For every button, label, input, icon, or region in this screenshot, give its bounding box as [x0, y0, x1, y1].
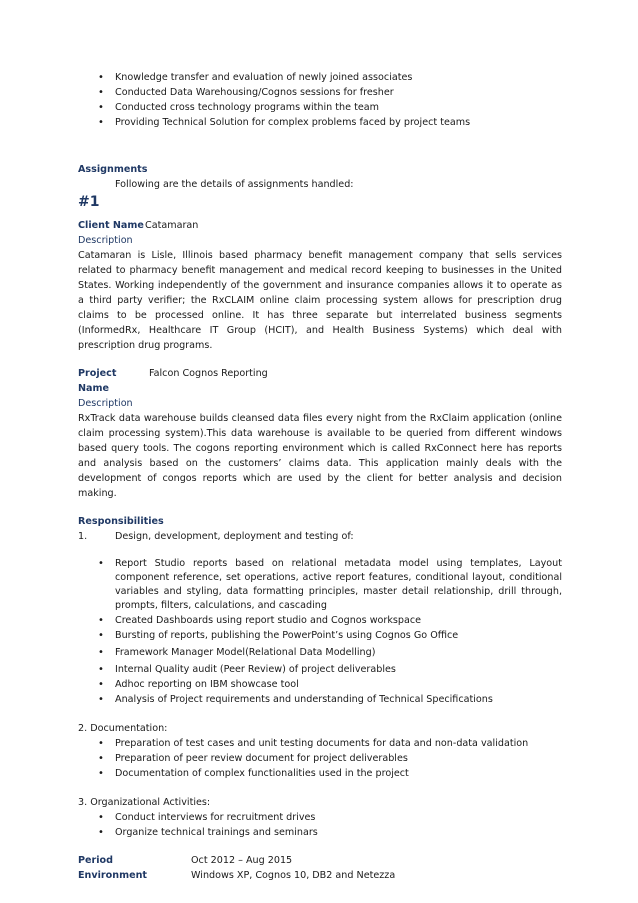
project-label: Project Name [78, 368, 117, 394]
environment-label: Environment [78, 870, 147, 881]
list-item: • Organize technical trainings and seminars [78, 825, 562, 840]
project-description-label: Description [78, 398, 133, 409]
documentation-bullet-list [78, 736, 562, 781]
period-label: Period [78, 855, 114, 866]
list-item: • Conduct interviews for recruitment drives [78, 810, 562, 825]
list-item: • Framework Manager Model(Relational Data Modelling) [78, 646, 562, 660]
project-description: RxTrack data warehouse builds cleansed data files every night from the RxClaim application (online claim processing system).This data warehouse is available to be queried from different windows based query tools. The cogons reporting environment which is called RxConnect here has reports and analysis based on the customers’ claims data. This application mainly deals with the development of congos reports which are used by the client for better analysis and decision making. [78, 413, 562, 499]
design-bullet-list [78, 557, 562, 707]
project-value: Falcon Cognos Reporting [149, 368, 268, 379]
client-description: Catamaran is Lisle, Illinois based pharmacy benefit management company that sells services related to pharmacy benefit management and medical record keeping to businesses in the United States. Working independently of the government and insurance companies allows it to operate as a third party verifier; the RxCLAIM online claim processing system allows for prescription drug claims to be processed online. It has three separate but interrelated business segments (InformedRx, Healthcare IT Group (HCIT), and Health Business Systems) which deal with prescription drug programs. [78, 250, 562, 351]
client-row [78, 218, 562, 233]
responsibilities-heading: Responsibilities [78, 516, 164, 527]
client-label: Client Name [78, 220, 144, 231]
item-title: Design, development, deployment and testing of: [115, 531, 354, 542]
list-item: • Documentation of complex functionalities used in the project [78, 766, 562, 781]
list-item: • Preparation of test cases and unit testing documents for data and non-data validation [78, 736, 562, 751]
client-value: Catamaran [145, 220, 199, 231]
list-item: • Internal Quality audit (Peer Review) of project deliverables [78, 663, 562, 677]
list-item: • Conducted Data Warehousing/Cognos sessions for fresher [78, 85, 562, 100]
list-item: • Created Dashboards using report studio and Cognos workspace [78, 614, 562, 628]
documentation-heading: 2. Documentation: [78, 723, 168, 734]
list-item: • Bursting of reports, publishing the PowerPoint’s using Cognos Go Office [78, 629, 562, 643]
list-item: • Providing Technical Solution for complex problems faced by project teams [78, 115, 562, 130]
client-description-label: Description [78, 235, 133, 246]
list-item: • Analysis of Project requirements and understanding of Technical Specifications [78, 693, 562, 707]
list-item: • Preparation of peer review document for project deliverables [78, 751, 562, 766]
list-item: • Knowledge transfer and evaluation of newly joined associates [78, 70, 562, 85]
top-bullet-list [78, 70, 562, 130]
item-number: 1. [78, 531, 88, 542]
organizational-heading: 3. Organizational Activities: [78, 797, 211, 808]
assignment-number: #1 [78, 194, 100, 210]
environment-value: Windows XP, Cognos 10, DB2 and Netezza [191, 870, 396, 881]
list-item: • Conducted cross technology programs within the team [78, 100, 562, 115]
period-row [78, 853, 562, 868]
resume-page [78, 70, 562, 883]
assignments-intro: Following are the details of assignments handled: [115, 179, 354, 190]
assignments-heading: Assignments [78, 164, 148, 175]
list-item: • Report Studio reports based on relational metadata model using templates, Layout component reference, set operations, active report features, conditional layout, conditional variables and styling, data formatting principles, master detail relationship, drill through, prompts, filters, calculations, and cascading [78, 557, 562, 613]
responsibility-item-1 [78, 529, 562, 544]
project-row [78, 366, 562, 396]
environment-row [78, 868, 562, 883]
period-value: Oct 2012 – Aug 2015 [191, 855, 293, 866]
list-item: • Adhoc reporting on IBM showcase tool [78, 678, 562, 692]
organizational-bullet-list [78, 810, 562, 840]
